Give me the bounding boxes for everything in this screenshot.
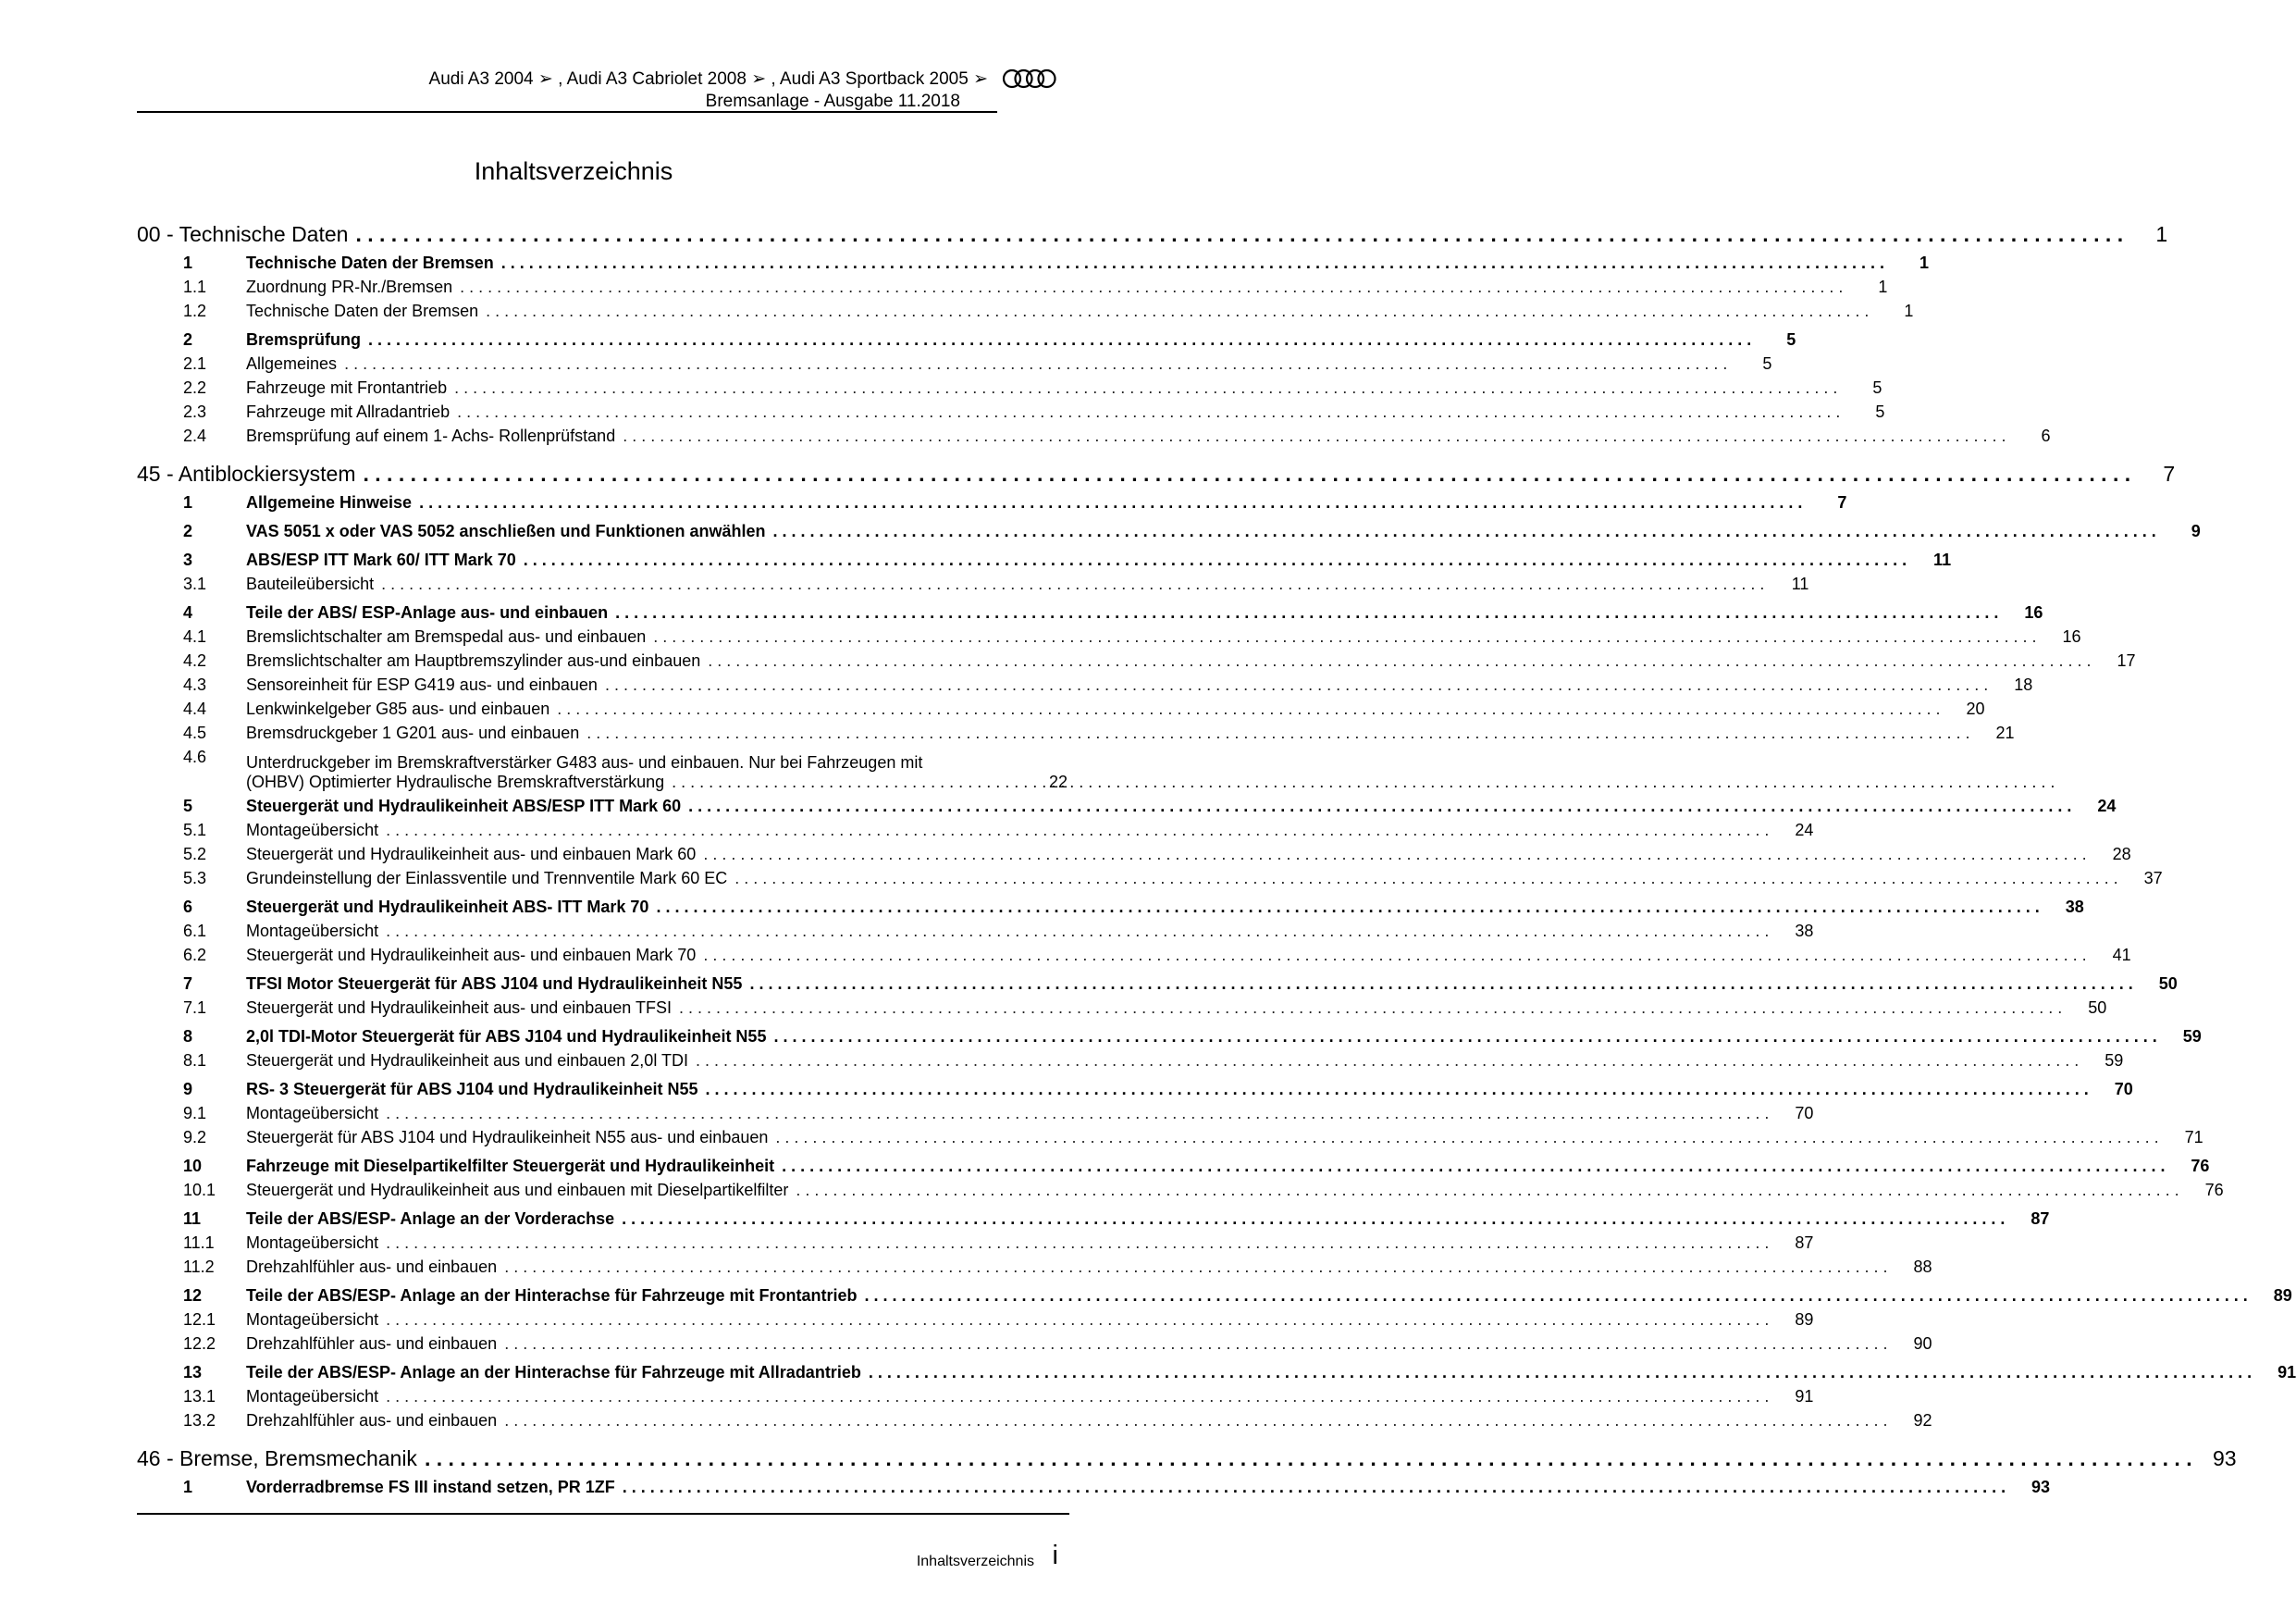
toc-leader-dots <box>749 974 2132 994</box>
toc-entry-number: 4.3 <box>183 675 207 694</box>
toc-subsection[interactable] <box>137 1181 2224 1205</box>
toc-entry-number: 2 <box>183 330 193 349</box>
toc-leader-dots <box>557 700 1940 719</box>
toc-entry-number: 2.3 <box>183 403 207 421</box>
toc-subsection[interactable] <box>137 869 2163 893</box>
toc-entry-page: 24 <box>1795 821 1814 839</box>
toc-leader-dots <box>864 1286 2247 1306</box>
toc-entry-page: 93 <box>2031 1478 2051 1496</box>
toc-entry-page: 76 <box>2191 1157 2210 1175</box>
toc-entry-number: 4.2 <box>183 651 207 670</box>
toc-entry-number: 5 <box>183 797 193 815</box>
toc-entry-page: 76 <box>2204 1181 2224 1199</box>
toc-section[interactable] <box>137 898 2084 922</box>
toc-entry-page: 22 <box>1048 773 1068 791</box>
toc-entry-page: 88 <box>1913 1258 1932 1276</box>
toc-entry-label: Drehzahlfühler aus- und einbauen <box>246 1258 498 1276</box>
toc-entry-label: Bremsprüfung <box>246 330 362 349</box>
toc-subsection[interactable] <box>137 575 1809 599</box>
toc-leader-dots <box>425 1446 2192 1471</box>
toc-leader-dots <box>344 354 1727 374</box>
toc-entry-page: 1 <box>1878 278 1888 296</box>
toc-entry-page: 50 <box>2088 998 2107 1017</box>
toc-subsection[interactable] <box>137 1411 1932 1435</box>
toc-bottom-rule <box>137 1513 1069 1515</box>
toc-entry-page: 5 <box>1875 403 1885 421</box>
toc-subsection[interactable] <box>137 946 2131 970</box>
toc-section[interactable] <box>137 522 2201 546</box>
toc-subsection[interactable] <box>137 1051 2124 1075</box>
toc-leader-dots <box>457 403 1840 422</box>
toc-entry-page: 16 <box>2062 627 2081 646</box>
toc-entry-label: Bremslichtschalter am Bremspedal aus- und einbauen <box>246 627 647 646</box>
toc-chapter-label: 46 - Bremse, Bremsmechanik <box>137 1446 417 1470</box>
toc-entry-label: Lenkwinkelgeber G85 aus- und einbauen <box>246 700 550 718</box>
toc-entry-number: 12.2 <box>183 1334 216 1353</box>
toc-leader-dots <box>622 1209 2005 1229</box>
toc-entry-number: 1 <box>183 1478 193 1496</box>
toc-entry-label: 2,0l TDI-Motor Steuergerät für ABS J104 und Hydraulikeinheit N55 <box>246 1027 767 1046</box>
toc-chapter-page: 1 <box>2155 222 2168 246</box>
toc-leader-dots <box>386 821 1769 840</box>
toc-subsection[interactable] <box>137 403 1885 427</box>
toc-entry-number: 13 <box>183 1363 203 1381</box>
toc-section[interactable] <box>137 974 2178 998</box>
toc-subsection[interactable] <box>137 1104 1814 1128</box>
header-vehicle-models: Audi A3 2004 ➢ , Audi A3 Cabriolet 2008 ➢ , Audi A3 Sportback 2005 ➢ <box>428 69 988 89</box>
toc-leader-dots <box>696 1051 2079 1071</box>
toc-entry-page: 37 <box>2143 869 2163 887</box>
page-title: Inhaltsverzeichnis <box>474 157 673 185</box>
page-header <box>137 63 1062 115</box>
toc-leader-dots <box>586 724 1969 743</box>
toc-entry-number: 4.5 <box>183 724 207 742</box>
toc-chapter[interactable] <box>137 1446 2237 1478</box>
footer-label: Inhaltsverzeichnis <box>916 1554 1034 1569</box>
toc-entry-page: 87 <box>1795 1233 1814 1252</box>
toc-leader-dots <box>386 922 1769 941</box>
toc-section[interactable] <box>137 254 1930 278</box>
footer-page-number: i <box>1052 1541 1058 1570</box>
toc-subsection[interactable] <box>137 1258 1932 1282</box>
toc-leader-dots <box>386 1310 1769 1330</box>
toc-entry-page: 16 <box>2024 603 2043 622</box>
toc-entry-page: 17 <box>2117 651 2136 670</box>
toc-entry-number: 9.1 <box>183 1104 207 1122</box>
toc-entry-number: 4 <box>183 603 193 622</box>
toc-leader-dots <box>386 1387 1769 1406</box>
toc-entry-number: 6 <box>183 898 193 916</box>
header-rule <box>137 111 997 113</box>
toc-entry-number: 9.2 <box>183 1128 207 1146</box>
toc-entry-page: 91 <box>1795 1387 1814 1406</box>
toc-leader-dots <box>782 1157 2165 1176</box>
toc-entry-number: 3.1 <box>183 575 207 593</box>
audi-rings-icon <box>1002 68 1057 89</box>
toc-chapter[interactable] <box>137 462 2176 493</box>
toc-chapter-page: 93 <box>2213 1446 2237 1470</box>
toc-entry-number: 13.1 <box>183 1387 216 1406</box>
toc-subsection[interactable] <box>137 278 1888 302</box>
toc-entry-label: Teile der ABS/ESP- Anlage an der Hinterachse für Fahrzeuge mit Allradantrieb <box>246 1363 861 1381</box>
toc-entry-number: 10.1 <box>183 1181 216 1199</box>
toc-leader-dots <box>679 998 2062 1018</box>
toc-entry-label: Steuergerät und Hydraulikeinheit aus- und einbauen Mark 60 <box>246 845 697 863</box>
toc-entry-label: Teile der ABS/ESP- Anlage an der Vorderachse <box>246 1209 615 1228</box>
toc-entry-label: Allgemeines <box>246 354 338 373</box>
toc-entry-number: 11.1 <box>183 1233 215 1252</box>
toc-leader-dots <box>504 1258 1887 1277</box>
toc-entry-page: 24 <box>2097 797 2117 815</box>
toc-entry-page: 7 <box>1837 493 1847 512</box>
toc-subsection[interactable] <box>137 627 2081 651</box>
toc-section[interactable] <box>137 551 1952 575</box>
toc-entry-label: Bremslichtschalter am Hauptbremszylinder aus-und einbauen <box>246 651 701 670</box>
toc-entry-page: 5 <box>1762 354 1772 373</box>
toc-entry-page: 70 <box>1795 1104 1814 1122</box>
toc-section[interactable] <box>137 1157 2210 1181</box>
toc-entry-page: 90 <box>1913 1334 1932 1353</box>
toc-section[interactable] <box>137 1209 2050 1233</box>
toc-subsection[interactable] <box>137 998 2107 1022</box>
toc-entry-label: Vorderradbremse FS III instand setzen, PR 1ZF <box>246 1478 615 1496</box>
toc-leader-dots <box>386 1233 1769 1253</box>
toc-section[interactable] <box>137 1478 2051 1502</box>
toc-entry-label: TFSI Motor Steuergerät für ABS J104 und Hydraulikeinheit N55 <box>246 974 743 993</box>
toc-entry-label: Teile der ABS/ESP- Anlage an der Hinterachse für Fahrzeuge mit Frontantrieb <box>246 1286 858 1305</box>
toc-leader-dots <box>703 845 2086 864</box>
toc-entry-label-line2-row <box>246 773 1023 792</box>
toc-entry-label: Grundeinstellung der Einlassventile und Trennventile Mark 60 EC <box>246 869 728 887</box>
toc-entry-label: Montageübersicht <box>246 1387 379 1406</box>
toc-leader-dots <box>623 1478 2006 1497</box>
toc-entry-number: 6.1 <box>183 922 207 940</box>
toc-entry-number: 2.2 <box>183 378 207 397</box>
toc-entry-page: 59 <box>2105 1051 2124 1070</box>
toc-chapter[interactable] <box>137 222 2168 254</box>
toc-entry-label: Teile der ABS/ ESP-Anlage aus- und einbauen <box>246 603 609 622</box>
toc-entry-number: 1 <box>183 493 193 512</box>
toc-subsection[interactable] <box>137 845 2131 869</box>
toc-entry-page: 20 <box>1966 700 1985 718</box>
table-of-contents <box>137 222 2296 1502</box>
toc-subsection[interactable] <box>137 378 1882 403</box>
toc-entry-number: 4.1 <box>183 627 207 646</box>
toc-entry-page: 5 <box>1872 378 1882 397</box>
toc-entry-number: 4.4 <box>183 700 207 718</box>
toc-leader-dots <box>504 1334 1887 1354</box>
toc-leader-dots <box>381 575 1764 594</box>
toc-entry-label: Montageübersicht <box>246 821 379 839</box>
toc-entry-page: 71 <box>2184 1128 2203 1146</box>
toc-leader-dots <box>703 946 2086 965</box>
toc-leader-dots <box>363 462 2130 487</box>
toc-leader-dots <box>504 1411 1887 1431</box>
toc-entry-label: Sensoreinheit für ESP G419 aus- und einbauen <box>246 675 598 694</box>
toc-entry-page: 5 <box>1786 330 1796 349</box>
toc-subsection[interactable] <box>137 1233 1814 1258</box>
toc-entry-number: 11 <box>183 1209 202 1228</box>
toc-subsection[interactable] <box>137 748 1071 792</box>
toc-section[interactable] <box>137 330 1796 354</box>
toc-leader-dots <box>623 427 2006 446</box>
toc-leader-dots <box>615 603 1998 623</box>
toc-leader-dots <box>656 898 2039 917</box>
toc-entry-number: 8.1 <box>183 1051 207 1070</box>
toc-leader-dots <box>773 522 2156 541</box>
toc-section[interactable] <box>137 1027 2202 1051</box>
toc-entry-number: 5.3 <box>183 869 207 887</box>
toc-entry-label: Drehzahlfühler aus- und einbauen <box>246 1411 498 1430</box>
toc-entry-number: 7 <box>183 974 193 993</box>
toc-entry-page: 9 <box>2191 522 2201 540</box>
toc-section[interactable] <box>137 1080 2133 1104</box>
toc-entry-number: 2.1 <box>183 354 207 373</box>
toc-section[interactable] <box>137 603 2043 627</box>
toc-entry-number: 1.1 <box>183 278 207 296</box>
toc-leader-dots <box>672 773 2055 792</box>
toc-entry-label: Steuergerät und Hydraulikeinheit ABS- ITT Mark 70 <box>246 898 649 916</box>
toc-entry-label: VAS 5051 x oder VAS 5052 anschließen und Funktionen anwählen <box>246 522 766 540</box>
toc-chapter-label: 00 - Technische Daten <box>137 222 349 246</box>
toc-subsection[interactable] <box>137 354 1772 378</box>
toc-subsection[interactable] <box>137 651 2136 675</box>
toc-entry-label: Bauteileübersicht <box>246 575 375 593</box>
toc-entry-label: Drehzahlfühler aus- und einbauen <box>246 1334 498 1353</box>
toc-entry-page: 59 <box>2182 1027 2202 1046</box>
toc-subsection[interactable] <box>137 675 2033 700</box>
toc-entry-label: Montageübersicht <box>246 922 379 940</box>
toc-leader-dots <box>454 378 1837 398</box>
toc-chapter-label: 45 - Antiblockiersystem <box>137 462 356 486</box>
toc-entry-page: 92 <box>1913 1411 1932 1430</box>
toc-subsection[interactable] <box>137 724 2015 748</box>
toc-leader-dots <box>869 1363 2252 1382</box>
toc-entry-number: 1 <box>183 254 193 272</box>
toc-entry-number: 12.1 <box>183 1310 216 1329</box>
toc-entry-label <box>246 753 1023 792</box>
toc-entry-label: Fahrzeuge mit Allradantrieb <box>246 403 451 421</box>
toc-entry-page: 50 <box>2158 974 2178 993</box>
toc-entry-label: ABS/ESP ITT Mark 60/ ITT Mark 70 <box>246 551 516 569</box>
toc-subsection[interactable] <box>137 1334 1932 1358</box>
toc-leader-dots <box>386 1104 1769 1123</box>
toc-entry-number: 13.2 <box>183 1411 216 1430</box>
toc-leader-dots <box>775 1128 2158 1147</box>
toc-entry-page: 1 <box>1920 254 1930 272</box>
toc-entry-number: 6.2 <box>183 946 207 964</box>
toc-leader-dots <box>688 797 2071 816</box>
toc-entry-label: Montageübersicht <box>246 1104 379 1122</box>
toc-entry-label: Steuergerät und Hydraulikeinheit aus und einbauen 2,0l TDI <box>246 1051 688 1070</box>
toc-entry-number: 1.2 <box>183 302 207 320</box>
toc-entry-label: Allgemeine Hinweise <box>246 493 413 512</box>
toc-entry-label-line2: (OHBV) Optimierter Hydraulische Bremskraftverstärkung <box>246 773 665 791</box>
toc-subsection[interactable] <box>137 1310 1814 1334</box>
toc-subsection[interactable] <box>137 302 1914 326</box>
toc-entry-label: Fahrzeuge mit Frontantrieb <box>246 378 448 397</box>
toc-entry-page: 11 <box>1791 575 1809 593</box>
toc-entry-label: Technische Daten der Bremsen <box>246 254 494 272</box>
toc-entry-label: Steuergerät und Hydraulikeinheit ABS/ESP ITT Mark 60 <box>246 797 682 815</box>
toc-entry-page: 1 <box>1904 302 1914 320</box>
toc-leader-dots <box>605 675 1988 695</box>
toc-entry-label: Steuergerät für ABS J104 und Hydraulikeinheit N55 aus- und einbauen <box>246 1128 769 1146</box>
toc-entry-page: 11 <box>1933 551 1952 569</box>
toc-entry-page: 87 <box>2031 1209 2050 1228</box>
header-edition: Bremsanlage - Ausgabe 11.2018 <box>705 92 960 111</box>
toc-subsection[interactable] <box>137 1387 1814 1411</box>
toc-entry-number: 2.4 <box>183 427 207 445</box>
toc-leader-dots <box>524 551 1907 570</box>
toc-entry-page: 6 <box>2041 427 2051 445</box>
toc-subsection[interactable] <box>137 821 1814 845</box>
toc-leader-dots <box>419 493 1802 513</box>
toc-entry-number: 8 <box>183 1027 193 1046</box>
toc-leader-dots <box>653 627 2036 647</box>
toc-entry-number: 3 <box>183 551 193 569</box>
toc-subsection[interactable] <box>137 1128 2203 1152</box>
toc-entry-page: 38 <box>2065 898 2084 916</box>
toc-section[interactable] <box>137 797 2117 821</box>
toc-leader-dots <box>773 1027 2156 1047</box>
toc-section[interactable] <box>137 1363 2296 1387</box>
toc-entry-label: Fahrzeuge mit Dieselpartikelfilter Steuergerät und Hydraulikeinheit <box>246 1157 775 1175</box>
toc-leader-dots <box>460 278 1843 297</box>
toc-entry-label: RS- 3 Steuergerät für ABS J104 und Hydraulikeinheit N55 <box>246 1080 698 1098</box>
toc-entry-page: 41 <box>2112 946 2131 964</box>
toc-entry-number: 9 <box>183 1080 193 1098</box>
toc-entry-number: 4.6 <box>183 748 207 766</box>
toc-leader-dots <box>796 1181 2179 1200</box>
toc-entry-label: Steuergerät und Hydraulikeinheit aus und einbauen mit Dieselpartikelfilter <box>246 1181 789 1199</box>
toc-entry-number: 10 <box>183 1157 203 1175</box>
toc-entry-number: 11.2 <box>183 1258 215 1276</box>
toc-leader-dots <box>355 222 2123 247</box>
toc-entry-number: 7.1 <box>183 998 207 1017</box>
toc-leader-dots <box>705 1080 2088 1099</box>
toc-entry-label: Steuergerät und Hydraulikeinheit aus- und einbauen Mark 70 <box>246 946 697 964</box>
toc-subsection[interactable] <box>137 922 1814 946</box>
toc-subsection[interactable] <box>137 427 2051 451</box>
toc-entry-page: 18 <box>2014 675 2033 694</box>
toc-entry-label: Steuergerät und Hydraulikeinheit aus- und einbauen TFSI <box>246 998 672 1017</box>
toc-entry-label: Montageübersicht <box>246 1233 379 1252</box>
toc-entry-number: 12 <box>183 1286 203 1305</box>
toc-section[interactable] <box>137 493 1847 517</box>
toc-chapter-page: 7 <box>2163 462 2176 486</box>
toc-entry-label: Montageübersicht <box>246 1310 379 1329</box>
toc-subsection[interactable] <box>137 700 1985 724</box>
toc-entry-number: 5.2 <box>183 845 207 863</box>
toc-entry-page: 91 <box>2277 1363 2296 1381</box>
toc-leader-dots <box>501 254 1884 273</box>
toc-entry-label-line1: Unterdruckgeber im Bremskraftverstärker G483 aus- und einbauen. Nur bei Fahrzeugen mit <box>246 753 923 772</box>
toc-leader-dots <box>368 330 1751 350</box>
toc-entry-number: 5.1 <box>183 821 207 839</box>
toc-leader-dots <box>486 302 1869 321</box>
toc-entry-page: 89 <box>2273 1286 2292 1305</box>
toc-entry-page: 70 <box>2114 1080 2133 1098</box>
toc-entry-page: 89 <box>1795 1310 1814 1329</box>
toc-entry-label: Technische Daten der Bremsen <box>246 302 479 320</box>
toc-entry-label: Bremsprüfung auf einem 1- Achs- Rollenprüfstand <box>246 427 616 445</box>
toc-entry-label: Bremsdruckgeber 1 G201 aus- und einbauen <box>246 724 580 742</box>
toc-leader-dots <box>734 869 2117 888</box>
toc-entry-page: 21 <box>1995 724 2015 742</box>
toc-leader-dots <box>708 651 2091 671</box>
toc-entry-page: 28 <box>2112 845 2131 863</box>
toc-entry-label: Zuordnung PR-Nr./Bremsen <box>246 278 453 296</box>
toc-entry-number: 2 <box>183 522 193 540</box>
toc-section[interactable] <box>137 1286 2292 1310</box>
toc-entry-page: 38 <box>1795 922 1814 940</box>
